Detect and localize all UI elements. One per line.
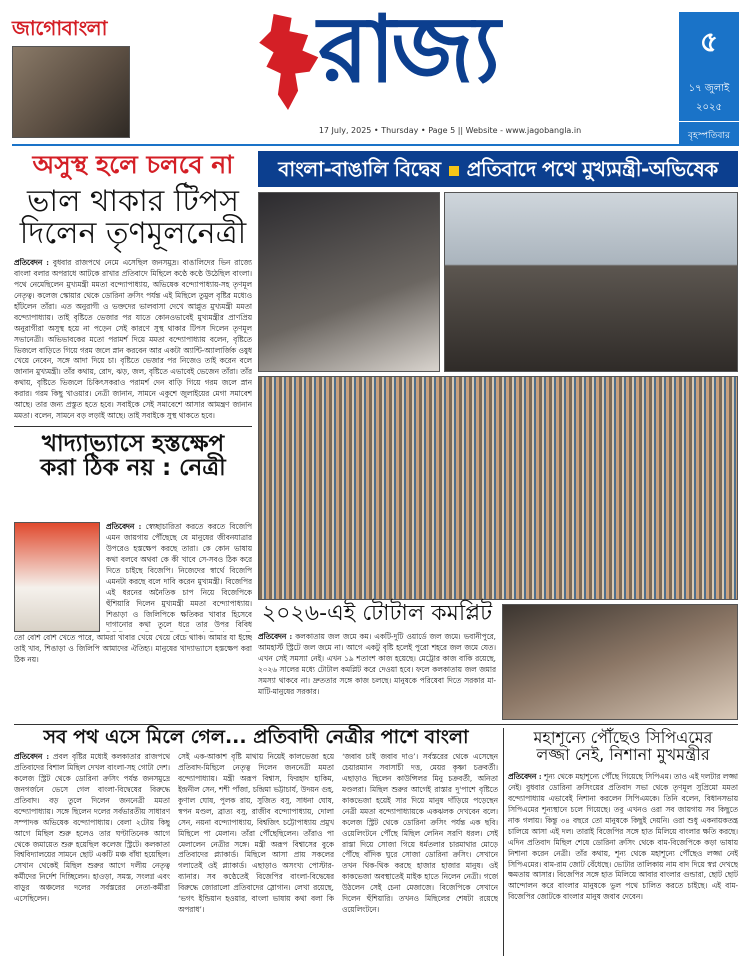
story2-body-top [106,522,252,632]
lead-banner [258,151,738,187]
section-title: রাজ্য [318,0,497,103]
issue-weekday: বৃহস্পতিবার [688,131,730,141]
story2-headline [14,432,252,480]
leaders-photo [502,604,738,720]
story1-byline: প্রতিবেদন : [14,258,49,267]
west-bengal-map-icon [252,14,324,110]
story3-body [258,632,496,720]
banner-right-text: প্রতিবাদে পথে মুখ্যমন্ত্রী-অভিষেক [466,157,718,181]
story2-headline-line1: খাদ্যাভ্যাসে হস্তক্ষেপ [41,431,225,457]
story4-headline: সব পথ এসে মিলে গেল... প্রতিবাদী নেত্রীর পাশে বাংলা [43,726,469,748]
rally-crowd-photo [258,376,738,600]
page-number: ৫ [699,25,719,58]
story4-col1 [14,752,170,956]
story1-kicker: অসুস্থ হলে চলবে না [32,150,234,179]
story5-text: শূন্য থেকে মহাশূন্যে পৌঁছে গিয়েছে সিপিএম। তাও এই দলটার লজ্জা নেই। বুধবার ডোরিনা ক্রসিংয়ের প্রতিবাদ সভা থেকে তৃণমূল সুপ্রিমো মমতা বন্দ্যোপাধ্যায় এভাবেই নিশানা করলেন সিপিএমকে। তিনি বলেন, বিধানসভায় সিপিএমের শূন্যস্থানে চলে গিয়েছে। তবু এখনও ওরা সব জায়গায় সব কিছুতে নাক গলায়। কিন্তু ৩৪ বছরে তো মানুষকে কিছুই দেয়নি। ওরা শুধু একনায়কতন্ত্র চালিয়ে আসা এই দল। তারাই বিজেপির সঙ্গে হাত মিলিয়ে বাংলার ক্ষতি করছে। এদিন প্রতিবাদ মিছিল শেষে ডোরিনা ক্রসিং থেকে বাম-বিজেপিকে কড়া ভাষায় নিশানা করেন নেত্রী। তাঁর কথায়, শূন্য থেকে মহাশূন্যে পৌঁছেও লজ্জা নেই সিপিএমের। বাম-রাম জোট বেঁধেছে। ভোটার তালিকায় নাম বাদ দিয়ে স্বপ্ন দেখছে ক্ষমতায় আসার। বিজেপির সঙ্গে হাত মিলিয়ে আবার বাংলার গুন্ডারা, ছোট ছোট আন্দোলন করে বাংলার মানুষকে ভুল পথে চালিত করতে চাইছে। এই বাম-বিজেপির জোটকে বাংলার মানুষ জবাব দেবেন। [508,772,738,902]
banner-left-text: বাংলা-বাঙালি বিদ্বেষ [278,157,441,181]
story2-photo [14,522,100,632]
story1-headline [14,186,252,249]
story4-col1-text: প্রবল বৃষ্টির মধ্যেই কলকাতার রাজপথে প্রতিবাদের বিশাল মিছিল দেখল বাংলা-সহ গোটা দেশ। কলেজ স্ট্রিট থেকে ডোরিনা ক্রসিং পর্যন্ত জনসমুদ্রে জনগর্জনে ভেসে গেল বাংলা-বিদ্বেষের বিরুদ্ধে প্রতিবাদ। বড় তুলে দিলেন জননেত্রী মমতা বন্দ্যোপাধ্যায়। সঙ্গে ছিলেন দলের সর্বভারতীয় সাধারণ সম্পাদক অভিষেক বন্দ্যোপাধ্যায়। বেলা ২টোয় কিছু আগে মিছিল শুরু হলেও তার ঘণ্টাতিনেক আগে থেকে জমায়েত শুরু হয়েছিল কলেজ স্ট্রিটে। কলকাতা বিশ্ববিদ্যালয়ের সামনে ছোট একটি মঞ্চ বাঁধা হয়েছিল। সেখান থেকেই মিছিল শুরুর আগে দলীয় নেতৃত্ব কর্মীদের নির্দেশ দিচ্ছিলেন। হাওড়া, সমস্ত, সংলগ্ন এবং বাড়ুর অঞ্চলের দলের সর্বস্তরের নেতা-কর্মীরা এসেছিলেন। [14,752,170,904]
story1-body [14,258,252,422]
story2-text-cont: তো বেশি বেশি খেতে পারে, আমরা খাবার খেয়ে খেয়ে বেঁচে থাকি। আমার যা ইচ্ছে তাই খাব, শিঙাড়া ও জিলিপি আমাদের ঐতিহ্য। মানুষের খাদ্যাভ্যাসে হস্তক্ষেপ করা ঠিক নয়। [14,634,252,665]
story1-headline-line1: ভাল থাকার টিপস [27,184,239,219]
abhishek-photo [258,192,440,372]
story5-headline [508,730,738,764]
column-divider [503,728,504,956]
story3-text: কলকাতায় জল জমে কম। একটি-দুটি ওয়ার্ডে জল জমে। ভবানীপুরে, আমহার্স্ট স্ট্রিটে জল জমে না। আগে একটু বৃষ্টি হলেই পুরো শহরে জল জমে যেত। এখন সেই সমস্যা নেই। এখন ১৯ শতাংশ কাজ হয়েছে। মেট্রোর কাজ বাকি রয়েছে, ২০২৬ সালের মধ্যে টোটাল কমপ্লিট করে দেওয়া হবে। ফলে কলকাতায় জল জমার সমস্যা থাকবে না। দ্রুততার সঙ্গে কাজ চলছে। মানুষকে পরিষেবা দিতে সরকার মা-মাটি-মানুষের সরকার। [258,632,496,696]
story1-headline-line2: দিলেন তৃণমূলনেত্রী [19,215,247,251]
story5-byline: প্রতিবেদন : [508,772,542,781]
story2-byline: প্রতিবেদন : [106,522,142,531]
story2-text: স্বেচ্ছাচারিতা করতে করতে বিজেপি এমন জায়গায় পৌঁছেছে যে মানুষের জীবনযাত্রার উপরেও হস্তক্ষেপ করছে তারা। কে কোন ভাষায় কথা বলবে অথবা কে কী খাবে সে-সবও ঠিক করে দিতে চাইছে বিজেপি। নিজেদের স্বার্থে বিজেপি এমনটা করছে বলে দাবি করেন মুখ্যমন্ত্রী। বিজেপির এই ধরনের অনৈতিক চাপ নিয়ে বিজেপিকে হুঁশিয়ারি দিলেন মুখ্যমন্ত্রী মমতা বন্দ্যোপাধ্যায়। শিঙাড়া ও জিলিপিকে ক্ষতিকর খাবার হিসেবে দাগানোর কথা তুলে ধরে তার উপর বিবিধ [106,522,252,630]
masthead-photo [12,46,130,138]
divider [14,724,738,725]
logo-name: জাগোবাংলা [12,16,107,40]
story2-headline-line2: করা ঠিক নয় : নেত্রী [40,455,226,482]
story3-headline: ২০২৬-এই টোটাল কমপ্লিট [261,601,493,626]
date-box [679,12,739,144]
issue-date: ১৭ জুলাই [688,83,730,94]
square-bullet-icon [449,166,459,176]
stage-photo [444,192,738,372]
story4-byline: প্রতিবেদন : [14,752,50,761]
story5-headline-line1: মহাশূন্যে পৌঁছেও সিপিএমের [533,728,713,747]
story5-body [508,772,738,956]
issue-year: ২০২৫ [679,100,739,122]
divider [14,426,252,427]
story4-col3: ‘জবাব চাই জবাব দাও’। সর্বস্তরের থেকে এসেছেন চেয়ারম্যান সবাসাচী দত্ত, মেয়র কৃষ্ণা চক্রবর্তী। এছাড়াও ছিলেন কাউন্সিলর মিনু চক্রবর্তী, অনিতা মণ্ডলরা। মিছিল শুরুর আগেই রাস্তার দু'পাশে বৃষ্টিতে কাকভেজা হয়েই সার দিয়ে মানুষ দাঁড়িয়ে পড়েছেন নেত্রী মমতা বন্দ্যোপাধ্যায়কে একঝলক দেখবেন বলে। কলেজ স্ট্রিট থেকে ডোরিনা ক্রসিং পর্যন্ত এক ছবি। ওয়েলিংটনে পৌঁছে মিছিল লেনিন সরণি ধরল। সেই রাস্তা দিয়ে সোজা গিয়ে ধর্মতলার চারমাথার মোড়ে পৌঁছে বাঁদিক ঘুরে সোজা ডোরিনা ক্রসিং। সেখানে তখন থিক-থিক করছে হাজার হাজার মানুষ। ওই কাকভেজা অবস্থাতেই মাইক হাতে নিলেন নেত্রী। গর্জে উঠলেন সেই চেনা মেজাজে। বিজেপিকে সেখানে দিলেন হুঁশিয়ারি। তখনও মিছিলের শেষটা রয়েছে ওয়েলিংটনে। [342,752,498,915]
story3-byline: প্রতিবেদন : [258,632,293,641]
date-line: 17 July, 2025 • Thursday • Page 5 || Website - www.jagobangla.in [318,126,582,135]
story5-headline-line2: লজ্জা নেই, নিশানা মুখমন্ত্রীর [536,744,710,764]
story2-body-bottom [14,634,252,720]
story4-col2: সেই এক-আকাশ বৃষ্টি মাথায় নিয়েই কালভেজা হয়ে প্রতিবাদ-মিছিলে নেতৃত্ব দিলেন জননেত্রী মমতা বন্দ্যোপাধ্যায়। মন্ত্রী অরূপ বিশ্বাস, ফিরহাদ হাকিম, ইন্দ্রনীল সেন, শশী পাঁজা, চন্দ্রিমা ভট্টাচার্য, উদয়ন গুহ, কুণাল ঘোষ, পুলক রায়, সুজিত বসু, সাধনা ঘোষ, স্বপন মণ্ডল, ব্রাত্য বসু, রাজীব বন্দ্যোপাধ্যায়, দোলা সেন, নয়না বন্দ্যোপাধ্যায়, বিশ্বজিৎ চট্টোপাধ্যায় প্রমুখ মিছিলে পা মেলান। তাঁরা পৌঁছেছিলেন। তাঁরাও পা মেলালেন নেত্রীর সঙ্গে। মন্ত্রী অরূপ বিশ্বাসের বুকে প্রতিবাদের প্ল্যাকার্ড। মিছিলে আসা প্রায় সকলের গলাতেই ওই প্ল্যাকার্ড। এছাড়াও অসংখ্য পোস্টার-ব্যানার। সব কণ্ঠেতেই বিজেপির বাংলা-বিদ্বেষের বিরুদ্ধে জোরালো প্রতিবাদের স্লোগান। লেখা রয়েছে, ‘ভগৎ ইন্ডিয়ান হওয়ার, বাংলা ভাষায় কথা বলা কি অপরাধ’। [178,752,334,915]
masthead-rule [12,144,739,146]
story1-text: বুধবার রাজপথে নেমে এসেছিল জনসমুদ্র। বাঙালিদের ভিন রাজ্যে বাংলা বলার অপরাধে আটকে রাখার প্রতিবাদে মিছিলে কণ্ঠে কণ্ঠে উঠেছিল বাংলা। পথে নেমেছিলেন মুখ্যমন্ত্রী মমতা বন্দ্যোপাধ্যায়, অভিষেক বন্দ্যোপাধ্যায়-সহ তৃণমূল নেতৃত্ব। কলেজ স্কোয়ার থেকে ডোরিনা ক্রসিং পর্যন্ত এই মিছিলে তুমুল বৃষ্টির মধ্যেও হাঁটলেন তাঁরা। এত অনুরাগী ও ভক্তদের ভালবাসা দেখে আপ্লুত মুখ্যমন্ত্রী মমতা বন্দ্যোপাধ্যায়। তাই বৃষ্টিতে ভেজার পর যাতে কোনওভাবেই মুখ্যমন্ত্রীর প্রাণপ্রিয় অনুরাগীরা অসুস্থ হয়ে না পড়েন সেই কারণে সুস্থ থাকার টিপস দিলেন তৃণমূল সভানেত্রী। অভিভাবকের মতো পরামর্শ দিয়ে মমতা বন্দ্যোপাধ্যায় বলেন, বৃষ্টিতে ভিজলে বাড়িতে গিয়ে গরম জলে স্নান করবেন আর একটা অ্যান্টি-অ্যালার্জিক ওষুধ খেয়ে নেবেন, সঙ্গে আদা দিয়ে চা। বৃষ্টিতে ভেজার পর নিজেও তাই করেন বলে জানান মুখ্যমন্ত্রী। তাঁর কথায়, রোদ, ঝড়, জল, বৃষ্টিতে এভাবেই ভেজেন তাঁরা। তাঁর কথায়, বৃষ্টিতে ভিজলে চিকিৎসকরাও পরামর্শ দেন বাড়ি গিয়ে গরম জলে স্নান করার। গরম কিছু খাওয়ার। নেত্রী জানান, সামনে একুশে জুলাইয়ের মেগা সমাবেশ আছে। তার জন্য প্রস্তুত হতে হবে। সবাইকে সেই সমাবেশে আসার আমন্ত্রণ জানান মমতা। বলেন, সামনে বড় লড়াই আছে। তাই সবাইকে সুস্থ থাকতে হবে। [14,258,252,421]
